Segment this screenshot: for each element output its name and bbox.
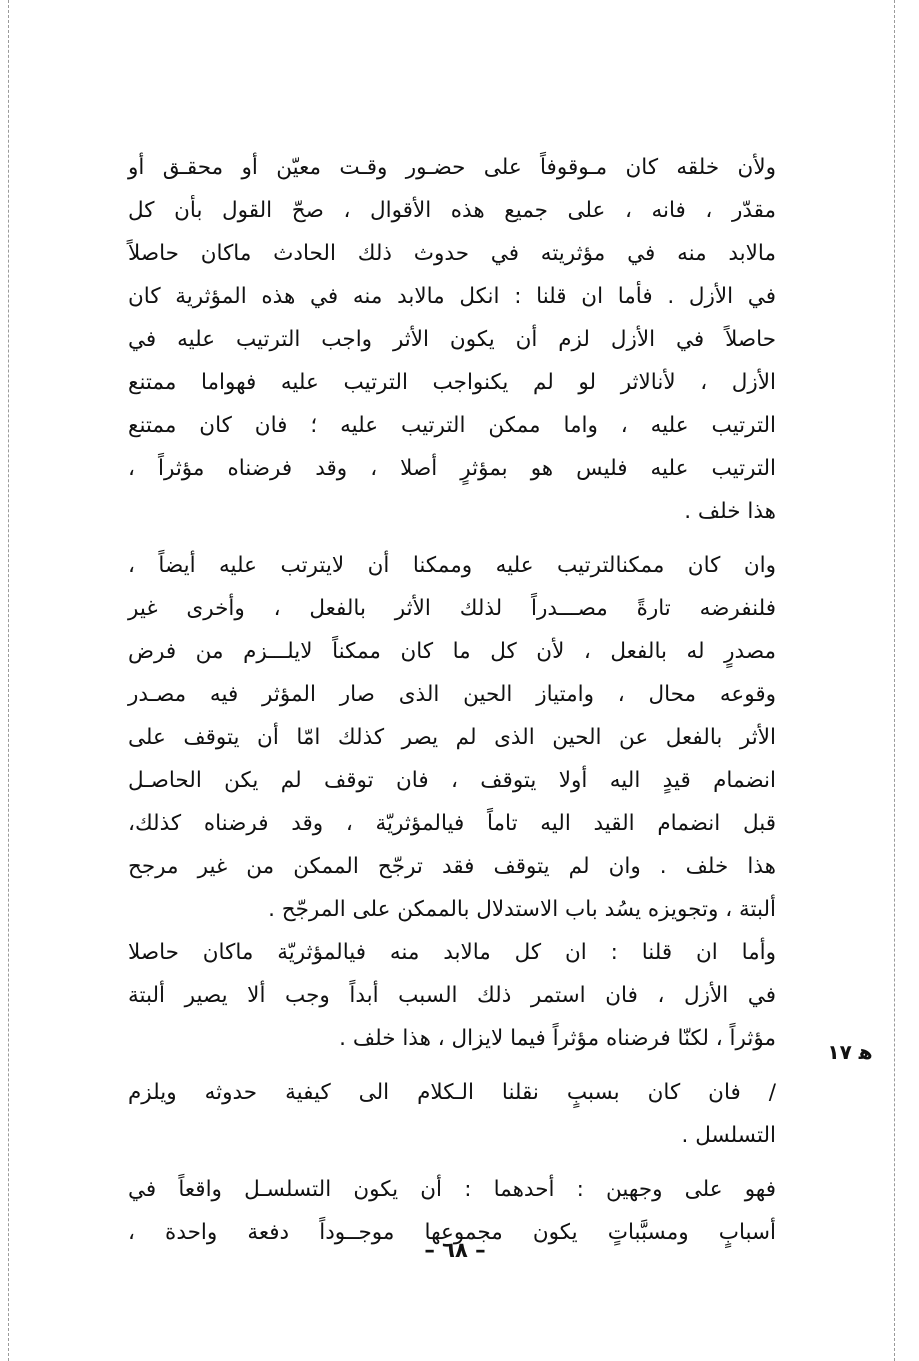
text-line: هذا خلف . (684, 499, 776, 524)
text-line: الأثر بالفعل عن الحين الذى لم يصر كذلك امّا أن يتوقف على (128, 725, 776, 750)
text-line: في الأزل ، فان استمر ذلك السبب أبداً وجب ألا يصير ألبتة (128, 983, 776, 1008)
text-line: وأما ان قلنا : ان كل مالابد منه فيالمؤثريّة ماكان حاصلا (128, 940, 776, 965)
text-line: أسبابٍ ومسبَّباتٍ يكون مجموعها موجــوداً دفعة واحدة ، (128, 1220, 776, 1245)
margin-folio-note: ﻫ ١٧ (827, 1040, 873, 1064)
text-line: الأزل ، لأنالاثر لو لم يكنواجب الترتيب عليه فهواما ممتنع (128, 370, 776, 395)
text-line: مصدرٍ له بالفعل ، لأن كل ما كان ممكناً لايلـــزم من فرض (128, 639, 776, 664)
text-line: التسلسل . (681, 1123, 776, 1148)
left-margin-rule (8, 0, 9, 1361)
text-line: في الأزل . فأما ان قلنا : انكل مالابد منه في هذه المؤثرية كان (128, 284, 776, 309)
page-body-text (128, 146, 776, 1254)
text-line: انضمام قيدٍ اليه أولا يتوقف ، فان توقف لم يكن الحاصـل (128, 768, 776, 793)
text-line: وان كان ممكنالترتيب عليه وممكنا أن لايترتب عليه أيضاً ، (128, 553, 776, 578)
text-line: فهو على وجهين : أحدهما : أن يكون التسلسـل واقعاً في (128, 1177, 776, 1202)
text-line: مقدّر ، فانه ، على جميع هذه الأقوال ، صحّ القول بأن كل (128, 198, 776, 223)
text-line: ألبتة ، وتجويزه يسُد باب الاستدلال بالممكن على المرجّح . (268, 897, 776, 922)
paragraph-2 (128, 544, 776, 931)
text-line: الترتيب عليه ، واما ممكن الترتيب عليه ؛ فان كان ممتنع (128, 413, 776, 438)
text-line: / فان كان بسببٍ نقلنا الـكلام الى كيفية حدوثه ويلزم (128, 1080, 776, 1105)
text-line: وقوعه محال ، وامتياز الحين الذى صار المؤثر فيه مصـدر (128, 682, 776, 707)
paragraph-3 (128, 931, 776, 1060)
page-number: – ٦٨ – (424, 1238, 486, 1262)
text-line: قبل انضمام القيد اليه تاماً فيالمؤثريّة ، وقد فرضناه كذلك، (128, 811, 776, 836)
paragraph-1 (128, 146, 776, 533)
text-line: الترتيب عليه فليس هو بمؤثرٍ أصلا ، وقد فرضناه مؤثراً ، (128, 456, 776, 481)
text-line: فلنفرضه تارةً مصـــدراً لذلك الأثر بالفعل ، وأخرى غير (128, 596, 776, 621)
text-line: حاصلاً في الأزل لزم أن يكون الأثر واجب الترتيب عليه في (128, 327, 776, 352)
text-line: هذا خلف . وان لم يتوقف فقد ترجّح الممكن من غير مرجح (128, 854, 776, 879)
text-line: مالابد منه في مؤثريته في حدوث ذلك الحادث ماكان حاصلاً (128, 241, 776, 266)
text-line: ولأن خلقه كان مـوقوفاً على حضـور وقـت معيّن أو محقـق أو (128, 155, 776, 180)
right-margin-rule (894, 0, 895, 1361)
text-line: مؤثراً ، لكنّا فرضناه مؤثراً فيما لايزال ، هذا خلف . (339, 1026, 776, 1051)
paragraph-4 (128, 1071, 776, 1157)
